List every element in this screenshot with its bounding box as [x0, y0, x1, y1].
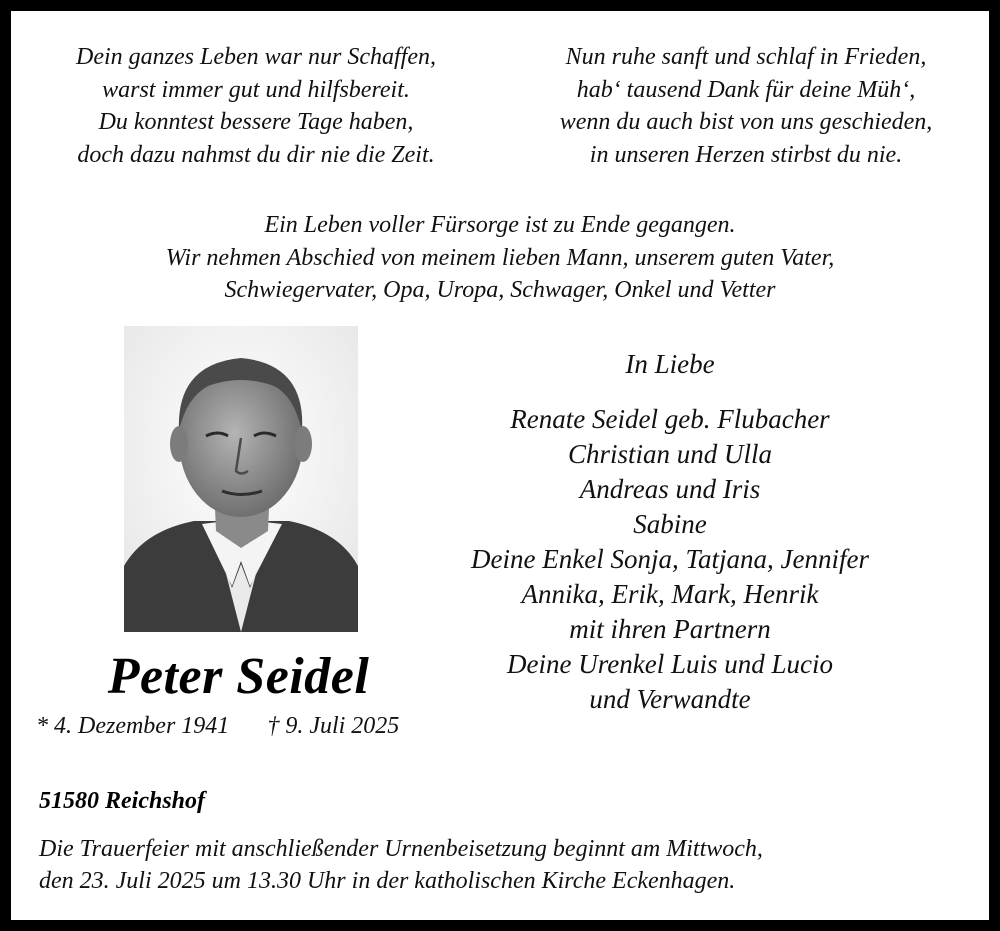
family-member: Renate Seidel geb. Flubacher: [510, 404, 830, 434]
birth-date: * 4. Dezember 1941: [36, 713, 230, 739]
service-info: [39, 833, 763, 897]
intro-line: Schwiegervater, Opa, Uropa, Schwager, Onkel und Vetter: [224, 277, 776, 303]
family-member: Sabine: [633, 509, 707, 539]
poem-right: [516, 41, 976, 171]
poem-line: in unseren Herzen stirbst du nie.: [589, 141, 903, 168]
poem-line: Du konntest bessere Tage haben,: [98, 109, 414, 135]
service-line: Die Trauerfeier mit anschließender Urnenbeisetzung beginnt am Mittwoch,: [39, 836, 763, 862]
family-heading: In Liebe: [625, 349, 715, 379]
family-member: Deine Enkel Sonja, Tatjana, Jennifer: [471, 544, 869, 574]
poem-line: hab‘ tausend Dank für deine Müh‘,: [576, 76, 916, 103]
family-member: Annika, Erik, Mark, Henrik: [521, 579, 819, 609]
family-member: Deine Urenkel Luis und Lucio: [507, 649, 833, 679]
family-list: [431, 347, 909, 717]
life-dates: [36, 713, 399, 740]
poem-line: Nun ruhe sanft und schlaf in Frieden,: [565, 44, 927, 70]
family-member: mit ihren Partnern: [569, 614, 771, 644]
family-member: Christian und Ulla: [567, 439, 773, 469]
intro-text: [11, 209, 989, 307]
intro-line: Wir nehmen Abschied von meinem lieben Mann, unserem guten Vater,: [165, 244, 835, 271]
poem-left: [41, 41, 471, 171]
portrait-photo: [124, 326, 358, 632]
family-member: Andreas und Iris: [579, 474, 761, 504]
location: 51580 Reichshof: [39, 788, 206, 814]
death-date: † 9. Juli 2025: [267, 713, 400, 739]
poem-line: doch dazu nahmst du dir nie die Zeit.: [77, 141, 435, 168]
poem-line: wenn du auch bist von uns geschieden,: [559, 109, 933, 135]
poem-line: warst immer gut und hilfsbereit.: [102, 76, 410, 103]
deceased-name: Peter Seidel: [107, 648, 370, 705]
service-line: den 23. Juli 2025 um 13.30 Uhr in der katholischen Kirche Eckenhagen.: [39, 868, 736, 894]
intro-line: Ein Leben voller Fürsorge ist zu Ende gegangen.: [264, 212, 736, 238]
family-member: und Verwandte: [589, 684, 751, 714]
poem-line: Dein ganzes Leben war nur Schaffen,: [76, 44, 436, 70]
